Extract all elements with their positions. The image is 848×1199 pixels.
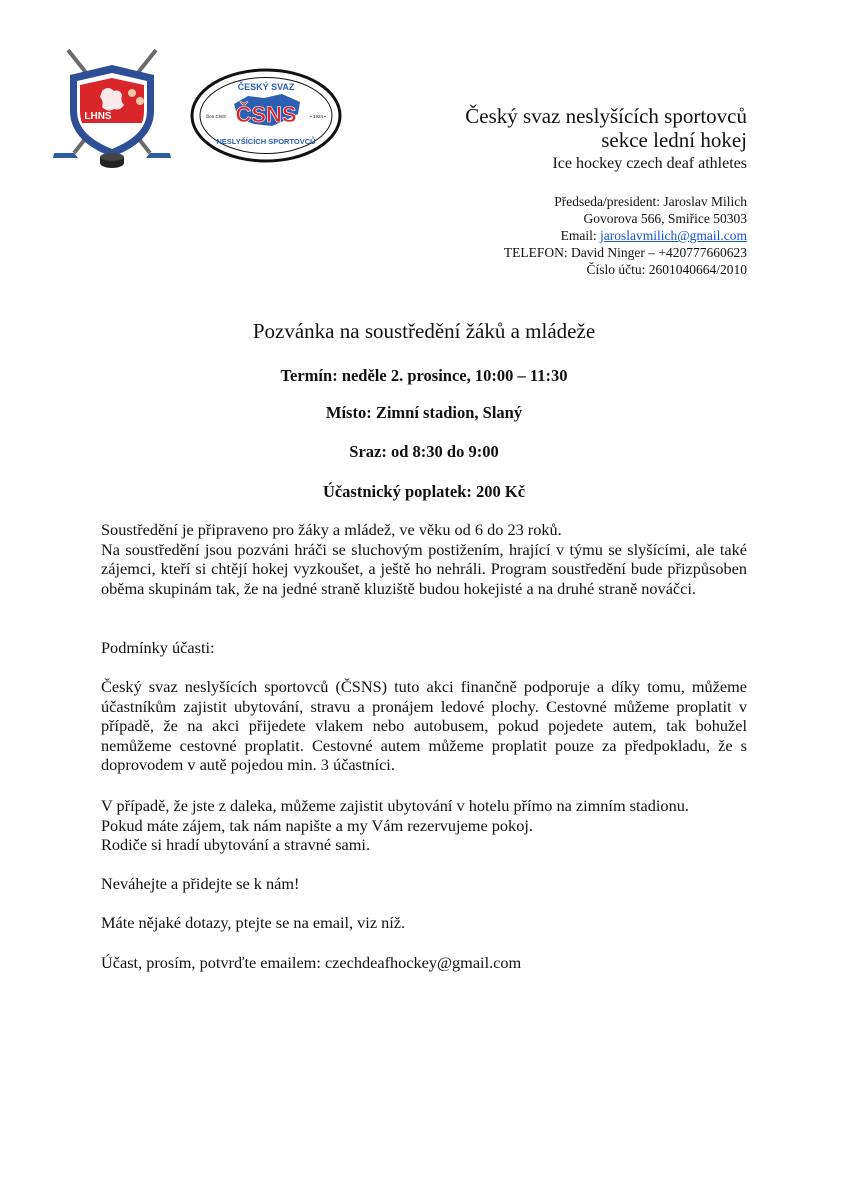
event-fee: Účastnický poplatek: 200 Kč xyxy=(322,482,526,501)
csns-logo-top: ČESKÝ SVAZ xyxy=(237,82,295,92)
event-date: Termín: neděle 2. prosince, 10:00 – 11:30 xyxy=(280,366,568,385)
contact-phone: TELEFON: David Ninger – +420777660623 xyxy=(503,245,747,260)
csns-logo-right: • 1924 • xyxy=(310,114,326,119)
contact-email-label: Email: xyxy=(560,228,600,243)
csns-logo xyxy=(190,68,342,163)
event-place: Místo: Zimní stadion, Slaný xyxy=(325,403,523,422)
accommodation-line-2: Pokud máte zájem, tak nám napište a my Vám rezervujeme pokoj. xyxy=(101,815,533,835)
contact-president: Předseda/president: Jaroslav Milich xyxy=(554,194,747,209)
confirm-text: Účast, prosím, potvrďte emailem: czechdeafhockey@gmail.com xyxy=(101,953,522,972)
org-english-name: Ice hockey czech deaf athletes xyxy=(552,155,747,172)
event-meet-time: Sraz: od 8:30 do 9:00 xyxy=(349,442,499,461)
conditions-heading: Podmínky účasti: xyxy=(101,638,215,657)
contact-email-link[interactable]: jaroslavmilich@gmail.com xyxy=(599,228,747,243)
intro-rest: Na soustředění jsou pozváni hráči se sluchovým postižením, hrající v týmu se slyšícími, ale také zájemci, kteří si chtějí hokej vyzkoušet, a ještě ho nehráli. Program soustředění bude přizpůsoben oběma skupinám tak, že na jedné straně kluziště budou hokejisté a na druhé straně nováčci. xyxy=(101,539,747,598)
contact-email-row xyxy=(561,227,747,244)
org-section: sekce lední hokej xyxy=(601,128,747,152)
intro-paragraph xyxy=(101,520,747,598)
csns-logo-left: člen CISS xyxy=(205,114,227,119)
accommodation-paragraph xyxy=(101,796,747,855)
lhns-logo xyxy=(50,45,174,175)
accommodation-line-1: V případě, že jste z daleka, můžeme zajistit ubytování v hotelu přímo na zimním stadionu. xyxy=(101,796,689,815)
conditions-paragraph: Český svaz neslyšících sportovců (ČSNS) tuto akci finančně podporuje a díky tomu, můžeme účastníkům zajistit ubytování, stravu a pronájem ledové plochy. Cestovné můžeme proplatit v případě, že na akci přijedete vlakem nebo autobusem, pokud pojedete autem, tak bohužel nemůžeme cestovné proplatit. Cestovné autem můžeme proplatit pouze za předpokladu, že s doprovodem v autě pojedou min. 3 účastníci. xyxy=(101,677,747,774)
csns-logo-bottom: NESLYŠÍCÍCH SPORTOVCŮ xyxy=(216,137,316,146)
org-name: Český svaz neslyšících sportovců xyxy=(465,104,747,128)
contact-account: Číslo účtu: 2601040664/2010 xyxy=(586,262,747,277)
accommodation-line-3: Rodiče si hradí ubytování a stravné sami. xyxy=(101,835,371,854)
contact-address: Govorova 566, Smiřice 50303 xyxy=(583,211,747,226)
csns-logo-mid: ČSNS xyxy=(235,102,297,127)
lhns-logo-text: LHNS xyxy=(84,111,112,122)
invitation-title: Pozvánka na soustředění žáků a mládeže xyxy=(252,319,596,343)
join-us-text: Neváhejte a přidejte se k nám! xyxy=(101,874,300,893)
questions-text: Máte nějaké dotazy, ptejte se na email, viz níž. xyxy=(101,913,406,932)
intro-line-1: Soustředění je připraveno pro žáky a mládež, ve věku od 6 do 23 roků. xyxy=(101,520,562,539)
